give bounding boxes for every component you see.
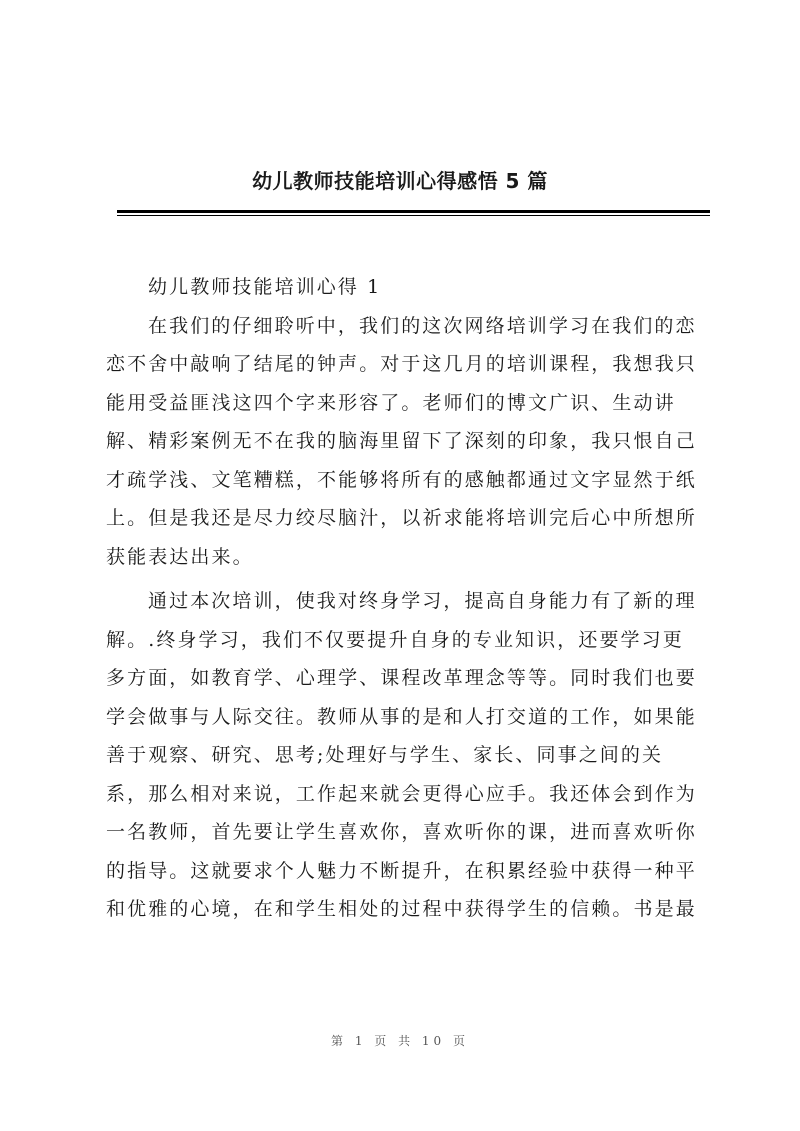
section-heading: 幼儿教师技能培训心得 1 xyxy=(148,276,382,298)
paragraph-1-line: 能用受益匪浅这四个字来形容了。老师们的博文广识、生动讲 xyxy=(106,391,676,414)
paragraph-1-line: 在我们的仔细聆听中，我们的这次网络培训学习在我们的恋 xyxy=(148,314,697,337)
paragraph-2-line: 一名教师，首先要让学生喜欢你，喜欢听你的课，进而喜欢听你 xyxy=(106,821,697,843)
paragraph-1-line: 解、精彩案例无不在我的脑海里留下了深刻的印象，我只恨自己 xyxy=(106,430,697,452)
paragraph-2-line: 善于观察、研究、思考;处理好与学生、家长、同事之间的关 xyxy=(106,744,664,766)
paragraph-1-line: 获能表达出来。 xyxy=(106,545,254,568)
page-number-footer: 第 1 页 共 10 页 xyxy=(331,1034,469,1048)
paragraph-2-line: 解。.终身学习，我们不仅要提升自身的专业知识，还要学习更 xyxy=(106,628,684,651)
paragraph-1-line: 恋不舍中敲响了结尾的钟声。对于这几月的培训课程，我想我只 xyxy=(106,353,697,375)
paragraph-2-line: 通过本次培训，使我对终身学习，提高自身能力有了新的理 xyxy=(148,590,697,612)
paragraph-2-line: 的指导。这就要求个人魅力不断提升，在积累经验中获得一种平 xyxy=(106,859,697,882)
title-divider xyxy=(117,210,710,213)
document-title: 幼儿教师技能培训心得感悟 5 篇 xyxy=(252,169,548,193)
paragraph-1-line: 上。但是我还是尽力绞尽脑汁，以祈求能将培训完后心中所想所 xyxy=(106,507,697,529)
paragraph-2-line: 系，那么相对来说，工作起来就会更得心应手。我还体会到作为 xyxy=(106,782,697,805)
paragraph-2-line: 多方面，如教育学、心理学、课程改革理念等等。同时我们也要 xyxy=(106,667,697,689)
paragraph-2-line: 学会做事与人际交往。教师从事的是和人打交道的工作，如果能 xyxy=(106,705,697,728)
title-divider-thin xyxy=(117,215,710,216)
document-body xyxy=(106,268,712,929)
paragraph-2-line: 和优雅的心境，在和学生相处的过程中获得学生的信赖。书是最 xyxy=(106,898,697,920)
paragraph-1-line: 才疏学浅、文笔糟糕，不能够将所有的感触都通过文字显然于纸 xyxy=(106,468,697,491)
